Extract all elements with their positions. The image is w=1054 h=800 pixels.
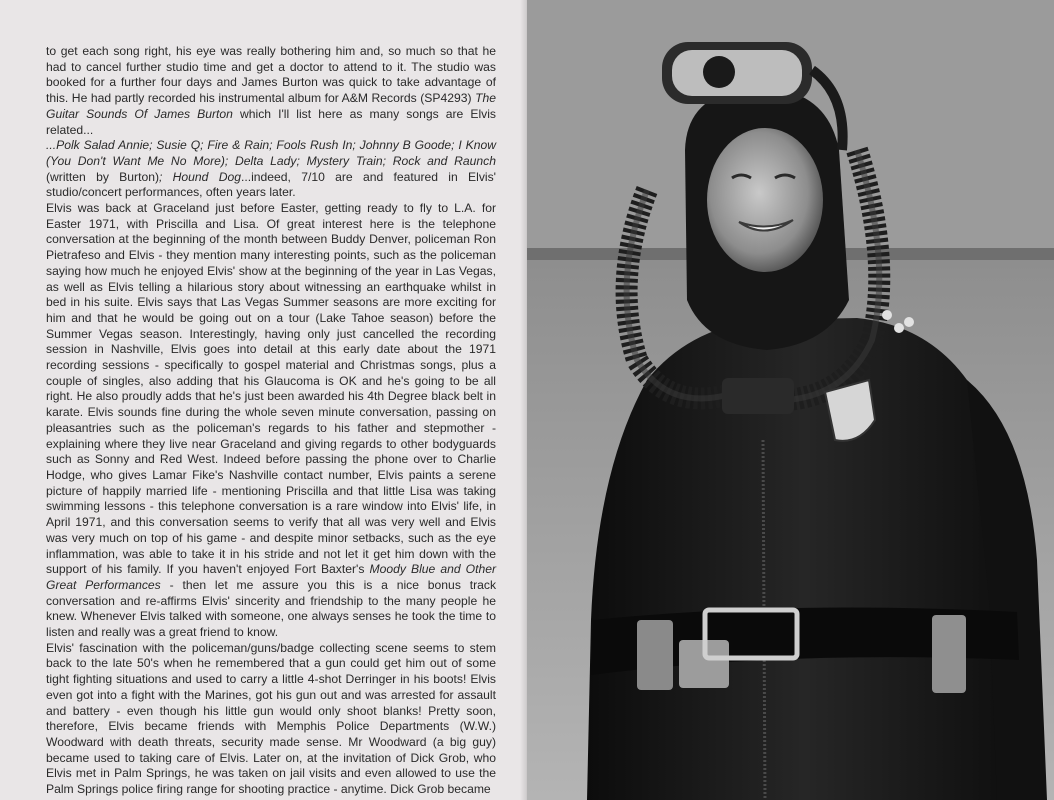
diver-photograph [527, 0, 1054, 800]
belt-weight-right [932, 615, 966, 693]
article-paragraph [46, 641, 496, 798]
text-run: Elvis' fascination with the policeman/guns/badge collecting scene seems to stem back to the late 50's when he remembered that a gun could get him out of some tight fighting situations and used to carry a little 4-shot Derringer in his boots! Elvis even got into a fight with the Marines, got his gun out and was arrested for assault and battery - even though his little gun would only shoot blanks! Pretty soon, therefore, Elvis became friends with Memphis Police Departments (W.W.) Woodward with death threats, security made sense. Mr Woodward (a big guy) became used to taking care of Elvis. Later on, at the invitation of Dick Grob, who Elvis met in Palm Springs, he was taken on jail visits and even allowed to use the Palm Springs police firing range for shooting practice - anytime. Dick Grob became [46, 640, 496, 797]
regulator-fitting [722, 378, 794, 414]
mask-valve [703, 56, 735, 88]
text-run: (written by Burton) [46, 169, 159, 184]
text-run: to get each song right, his eye was really bothering him and, so much so that he had to cancel further studio time and get a doctor to attend to it. The studio was booked for a further four days and James Burton was quick to take advantage of this. He had partly recorded his instrumental album for A&M Records (SP4293) [46, 44, 496, 106]
mask-glass [672, 50, 802, 96]
belt-weight-left [637, 620, 673, 690]
text-run: which I'll list here as many songs are Elvis related... [46, 106, 496, 137]
text-run: Elvis was back at Graceland just before Easter, getting ready to fly to L.A. for Easter 1971, with Priscilla and Lisa. Of great interest here is the telephone conversation at the beginning of the month between Buddy Denver, policeman Ron Pietrafeso and Elvis - they mention many interesting points, such as the policeman saying how much he enjoyed Elvis' show at the beginning of the year in Las Vegas, as well as Elvis telling a hilarious story about witnessing an earthquake whilst in bed in his suite. Elvis says that Las Vegas Summer seasons are more exciting for him and that he would be going out on a tour (Lake Tahoe season) before the Summer Vegas season. Interestingly, having only just cancelled the recording session in Nashville, Elvis goes into detail at this early date about the 1971 recording sessions - specifically to gospel material and Christmas songs, plus a couple of singles, also adding that his Glaucoma is OK and he's going to be all right. He also proudly adds that he's just been awarded his 4th Degree black belt in karate. Elvis sounds fine during the whole seven minute conversation, passing on pleasantries such as the policeman's regards to his father and stepmother - explaining where they live near Graceland and giving regards to other bodyguards such as Sonny and Red West. Indeed before passing the phone over to Charlie Hodge, who gives Lamar Fike's Nashville contact number, Elvis paints a serene picture of happily married life - mentioning Priscilla and that little Lisa was taking swimming lessons - this telephone conversation is a rare window into Elvis' life, in April 1971, and this conversation seems to verify that all was very well and Elvis was very much on top of his game - and despite minor setbacks, such as the eye inflammation, was able to take it in his stride and not let it get him down with the support of his family. If you haven't enjoyed Fort Baxter's [46, 201, 496, 577]
article-text [46, 44, 496, 798]
text-run: - then let me assure you this is a nice bonus track conversation and re-affirms Elvis' sincerity and friendship to the many people he knew. Whenever Elvis talked with someone, one always senses he took the time to listen and really was a great friend to know. [46, 577, 497, 640]
article-paragraph [46, 138, 496, 201]
article-paragraph [46, 201, 496, 641]
italic-title-run: ; Hound Dog [159, 169, 241, 184]
italic-title-run: Moody Blue and Other Great Performances [46, 562, 496, 592]
italic-title-run: The Guitar Sounds Of James Burton [46, 91, 496, 121]
article-paragraph [46, 44, 496, 138]
text-run: ...indeed, 7/10 are and featured in Elvis' studio/concert performances, often years later. [46, 169, 496, 200]
diver-face [707, 128, 823, 272]
italic-title-run: ...Polk Salad Annie; Susie Q; Fire & Rain; Fools Rush In; Johnny B Goode; I Know (You Don't Want Me No More); Delta Lady; Mystery Train; Rock and Raunch [46, 138, 496, 168]
right-photo-page [527, 0, 1054, 800]
